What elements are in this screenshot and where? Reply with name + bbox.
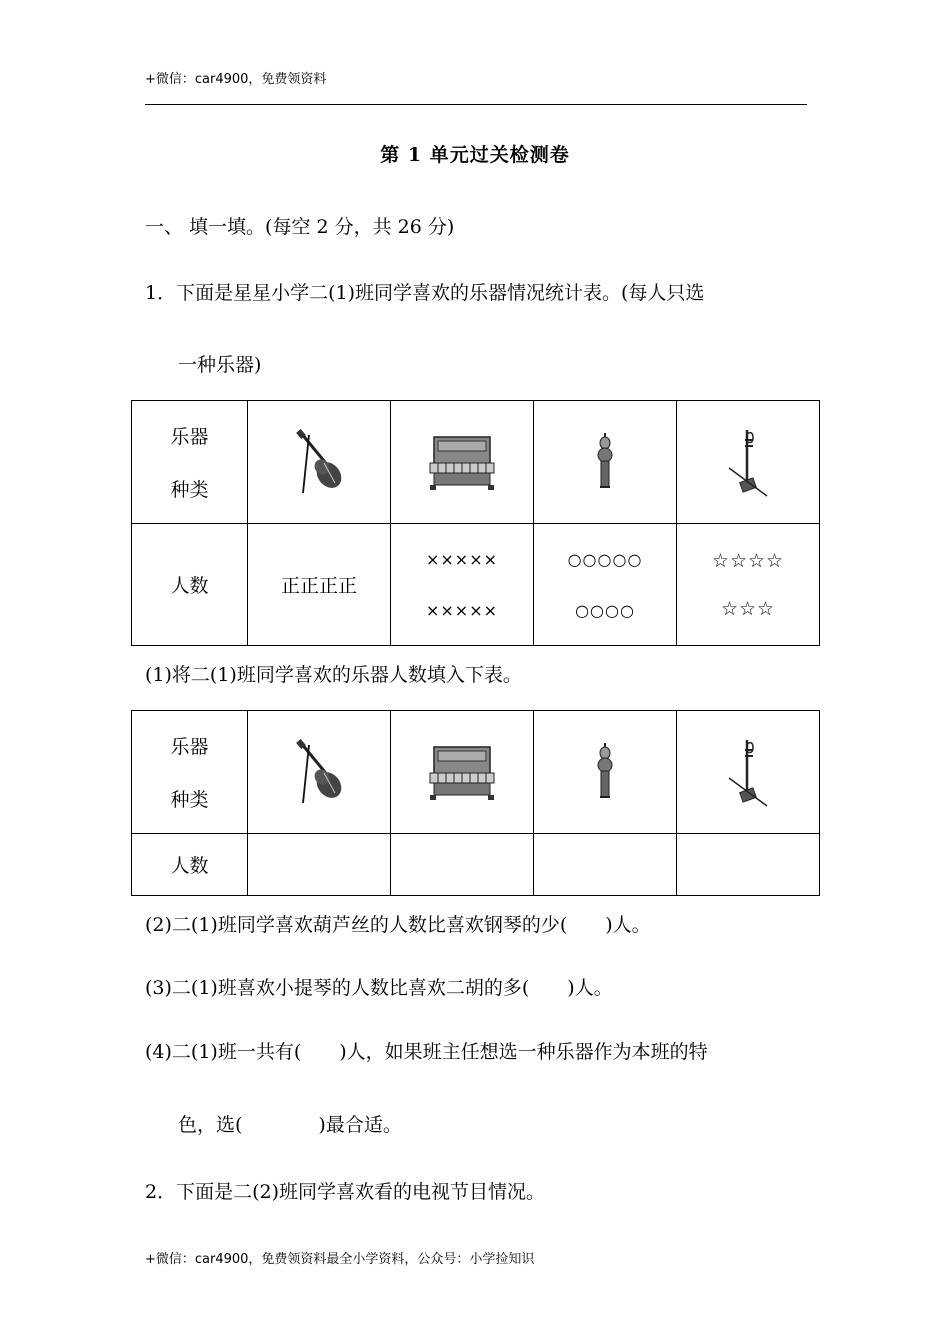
label-type: 种类 xyxy=(170,479,209,501)
erhu-tally-line-1: ☆☆☆☆ xyxy=(711,549,785,572)
header-rule xyxy=(145,104,807,105)
footer-note: +微信：car4900，免费领资料最全小学资料，公众号：小学捡知识 xyxy=(145,1252,535,1267)
piano-icon xyxy=(426,433,498,491)
sub-question-4-line-1: (4)二(1)班一共有( )人，如果班主任想选一种乐器作为本班的特 xyxy=(145,1041,708,1063)
instrument-tally-table xyxy=(131,400,820,646)
hulusi-icon xyxy=(590,431,620,493)
piano-count-input[interactable] xyxy=(391,834,534,896)
piano-cell xyxy=(391,711,534,834)
section-heading: 一、 填一填。(每空 2 分，共 26 分) xyxy=(145,216,455,238)
erhu-icon xyxy=(723,426,773,498)
violin-cell xyxy=(248,401,391,524)
erhu-tally xyxy=(677,524,820,646)
erhu-icon xyxy=(723,736,773,808)
row-label-type xyxy=(132,401,248,524)
violin-tally: 正正正正 xyxy=(248,524,391,646)
sub-question-2: (2)二(1)班同学喜欢葫芦丝的人数比喜欢钢琴的少( )人。 xyxy=(145,914,651,936)
hulusi-count-input[interactable] xyxy=(534,834,677,896)
page-title: 第 1 单元过关检测卷 xyxy=(380,144,570,166)
erhu-cell xyxy=(677,711,820,834)
violin-cell xyxy=(248,711,391,834)
header-note: +微信：car4900，免费领资料 xyxy=(145,72,327,87)
hulusi-icon xyxy=(590,741,620,803)
label-type: 种类 xyxy=(170,789,209,811)
piano-cell xyxy=(391,401,534,524)
erhu-cell xyxy=(677,401,820,524)
erhu-count-input[interactable] xyxy=(677,834,820,896)
hulusi-tally xyxy=(534,524,677,646)
table-row xyxy=(132,401,820,524)
label-instrument: 乐器 xyxy=(170,736,209,758)
row-label-type xyxy=(132,711,248,834)
table-row xyxy=(132,524,820,646)
piano-tally-line-2: ××××× xyxy=(425,600,499,620)
question-1-line-1: 1．下面是星星小学二(1)班同学喜欢的乐器情况统计表。(每人只选 xyxy=(145,282,705,304)
table-row xyxy=(132,834,820,896)
sub-question-1: (1)将二(1)班同学喜欢的乐器人数填入下表。 xyxy=(145,664,522,686)
hulusi-tally-line-2: ○○○○ xyxy=(575,600,635,620)
piano-tally xyxy=(391,524,534,646)
label-count: 人数 xyxy=(132,524,248,646)
hulusi-tally-line-1: ○○○○○ xyxy=(567,549,643,569)
violin-icon xyxy=(289,427,349,497)
sub-question-4-line-2: 色，选( )最合适。 xyxy=(178,1114,402,1136)
erhu-tally-line-2: ☆☆☆ xyxy=(720,597,776,620)
label-instrument: 乐器 xyxy=(170,426,209,448)
violin-icon xyxy=(289,737,349,807)
question-2: 2．下面是二(2)班同学喜欢看的电视节目情况。 xyxy=(145,1181,546,1203)
table-row xyxy=(132,711,820,834)
instrument-count-table xyxy=(131,710,820,896)
sub-question-3: (3)二(1)班喜欢小提琴的人数比喜欢二胡的多( )人。 xyxy=(145,977,613,999)
violin-count-input[interactable] xyxy=(248,834,391,896)
hulusi-cell xyxy=(534,711,677,834)
piano-tally-line-1: ××××× xyxy=(425,549,499,569)
hulusi-cell xyxy=(534,401,677,524)
piano-icon xyxy=(426,743,498,801)
label-count: 人数 xyxy=(132,834,248,896)
question-1-line-2: 一种乐器) xyxy=(178,354,262,376)
